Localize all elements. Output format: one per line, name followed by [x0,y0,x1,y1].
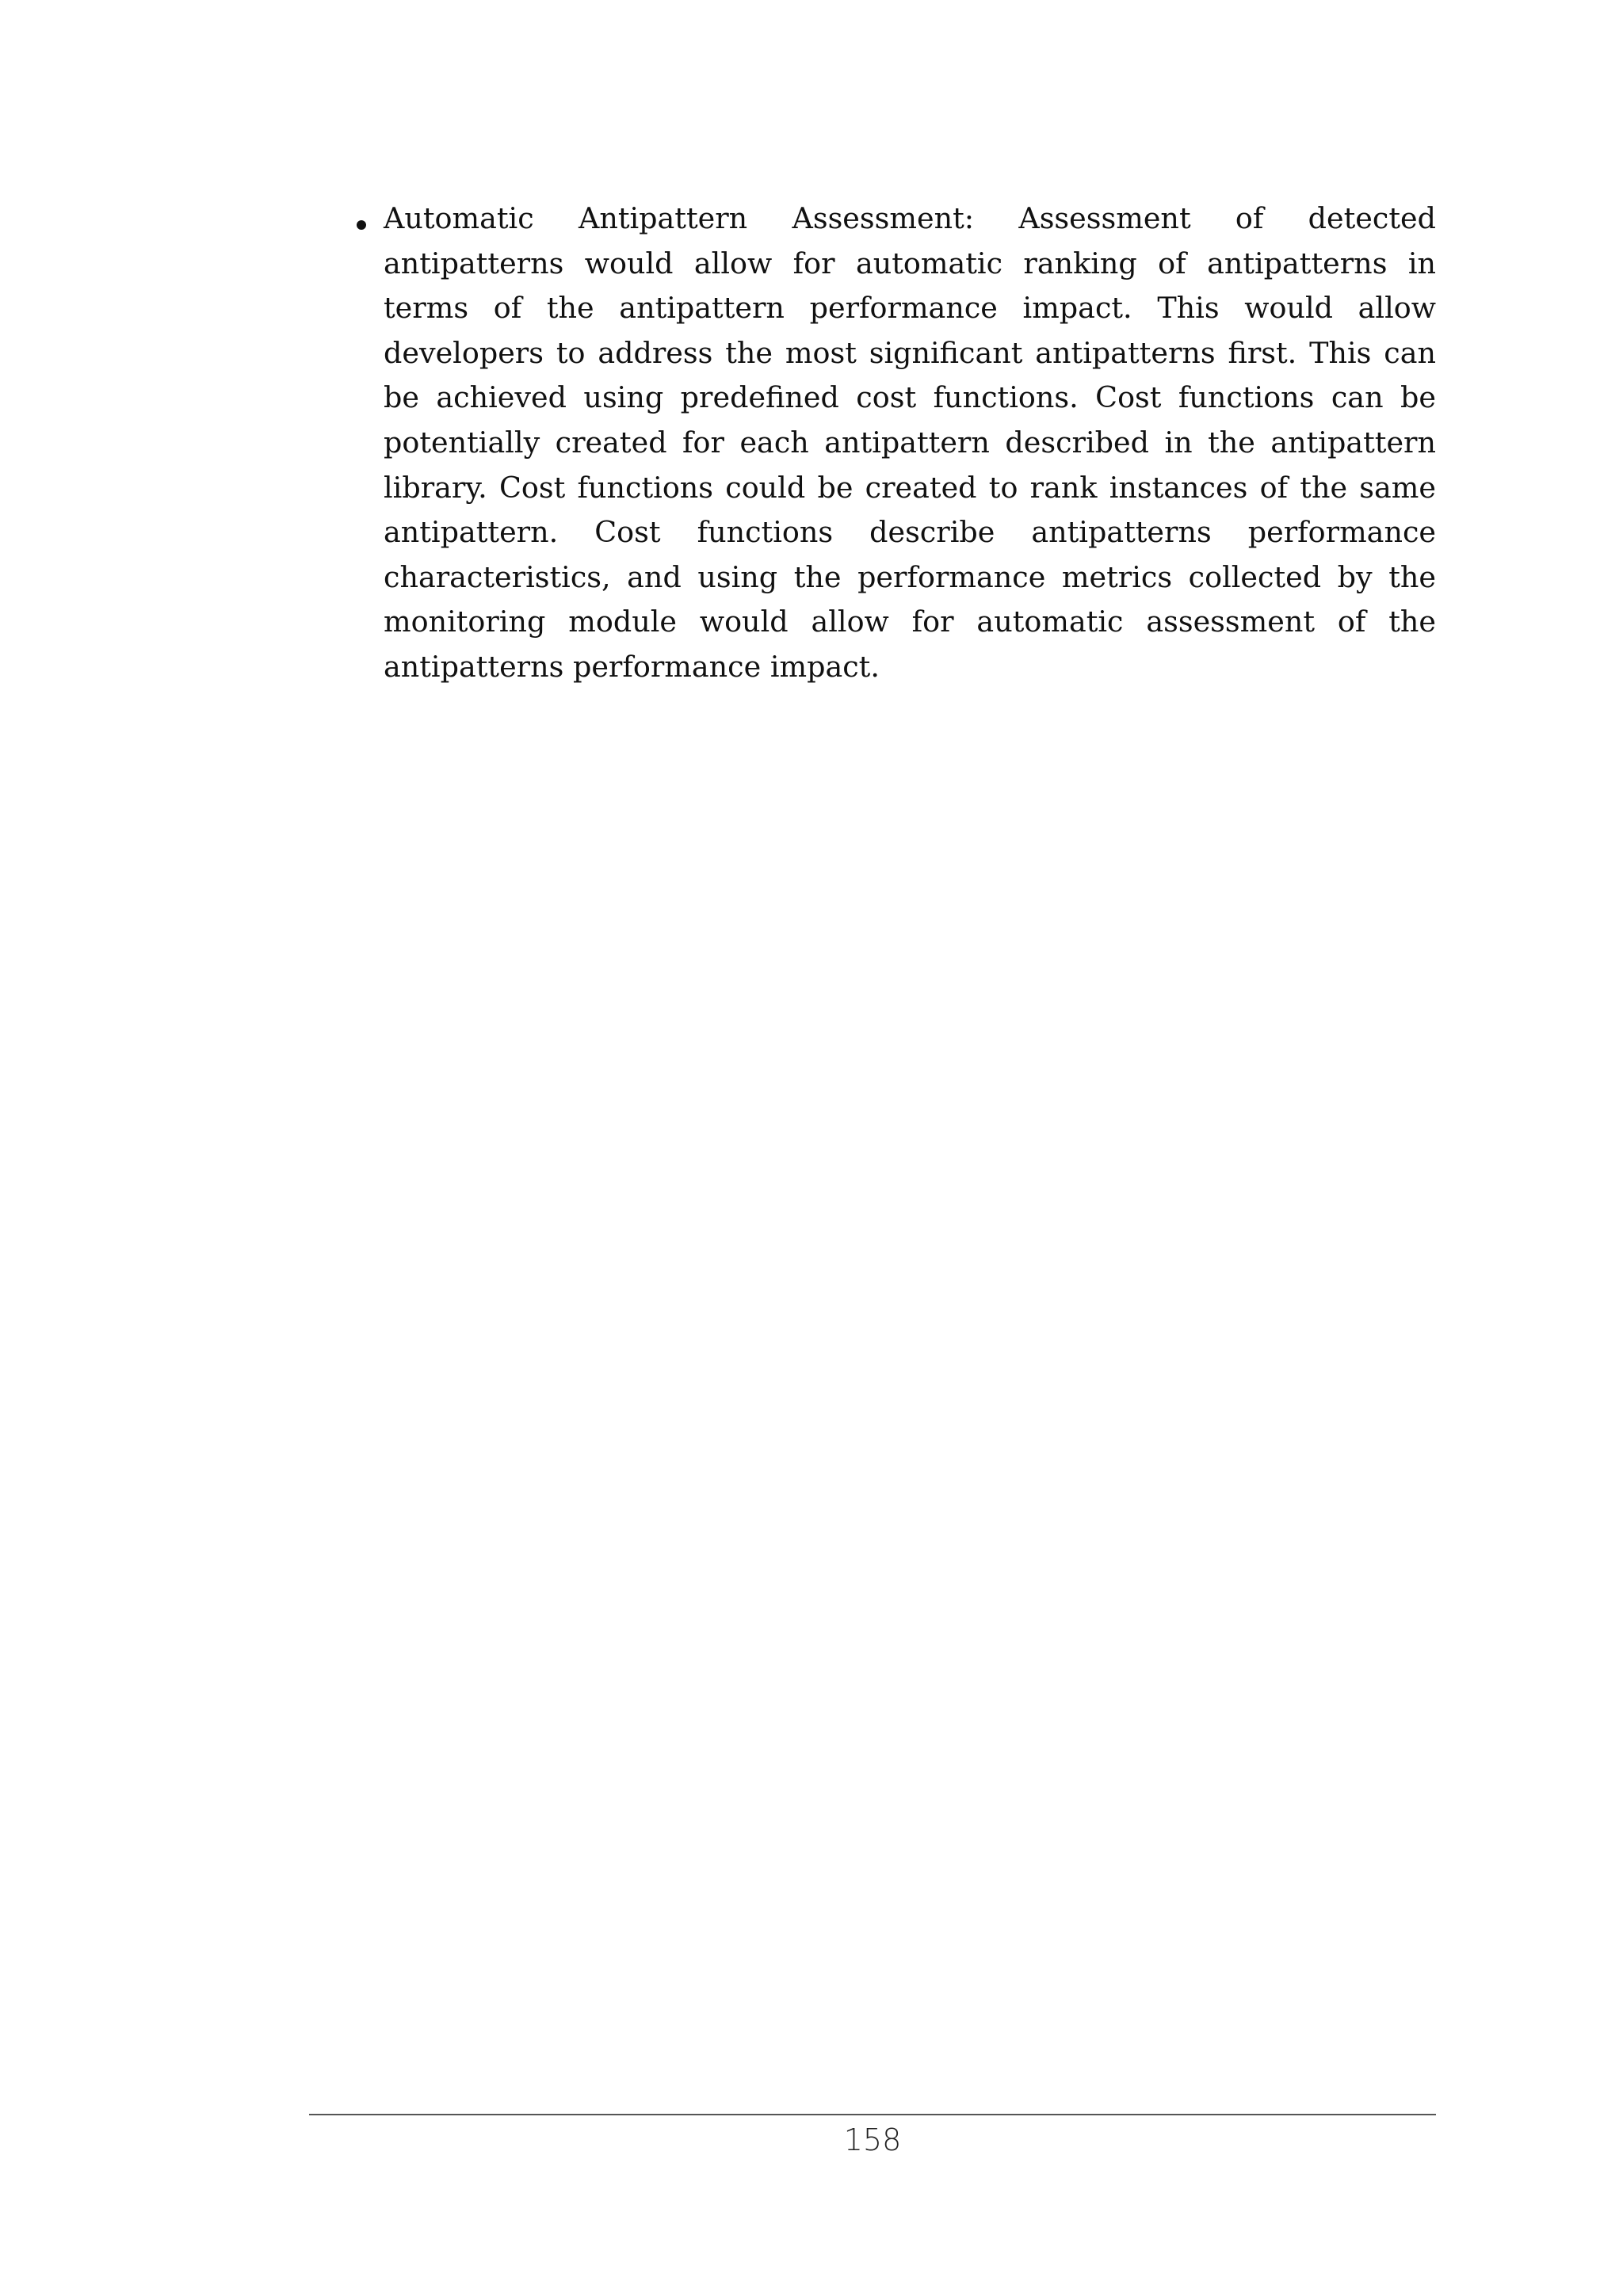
page-number: 158 [843,2122,902,2157]
bullet-list [349,196,1436,690]
list-item [349,196,1436,690]
bullet-icon [357,220,366,230]
paragraph-text: Automatic Antipattern Assessment: Assessment of detected antipatterns would allow for automatic ranking of antipatterns in terms of the antipattern performance impact. This would allow developers to address the most significant antipatterns first. This can be achieved using predefined cost functions. Cost functions can be potentially created for each antipattern described in the antipattern library. Cost functions could be created to rank instances of the same antipattern. Cost functions describe antipatterns performance characteristics, and using the performance metrics collected by the monitoring module would allow for automatic assessment of the antipatterns performance impact. [384,201,1436,684]
footer-divider [309,2114,1436,2115]
